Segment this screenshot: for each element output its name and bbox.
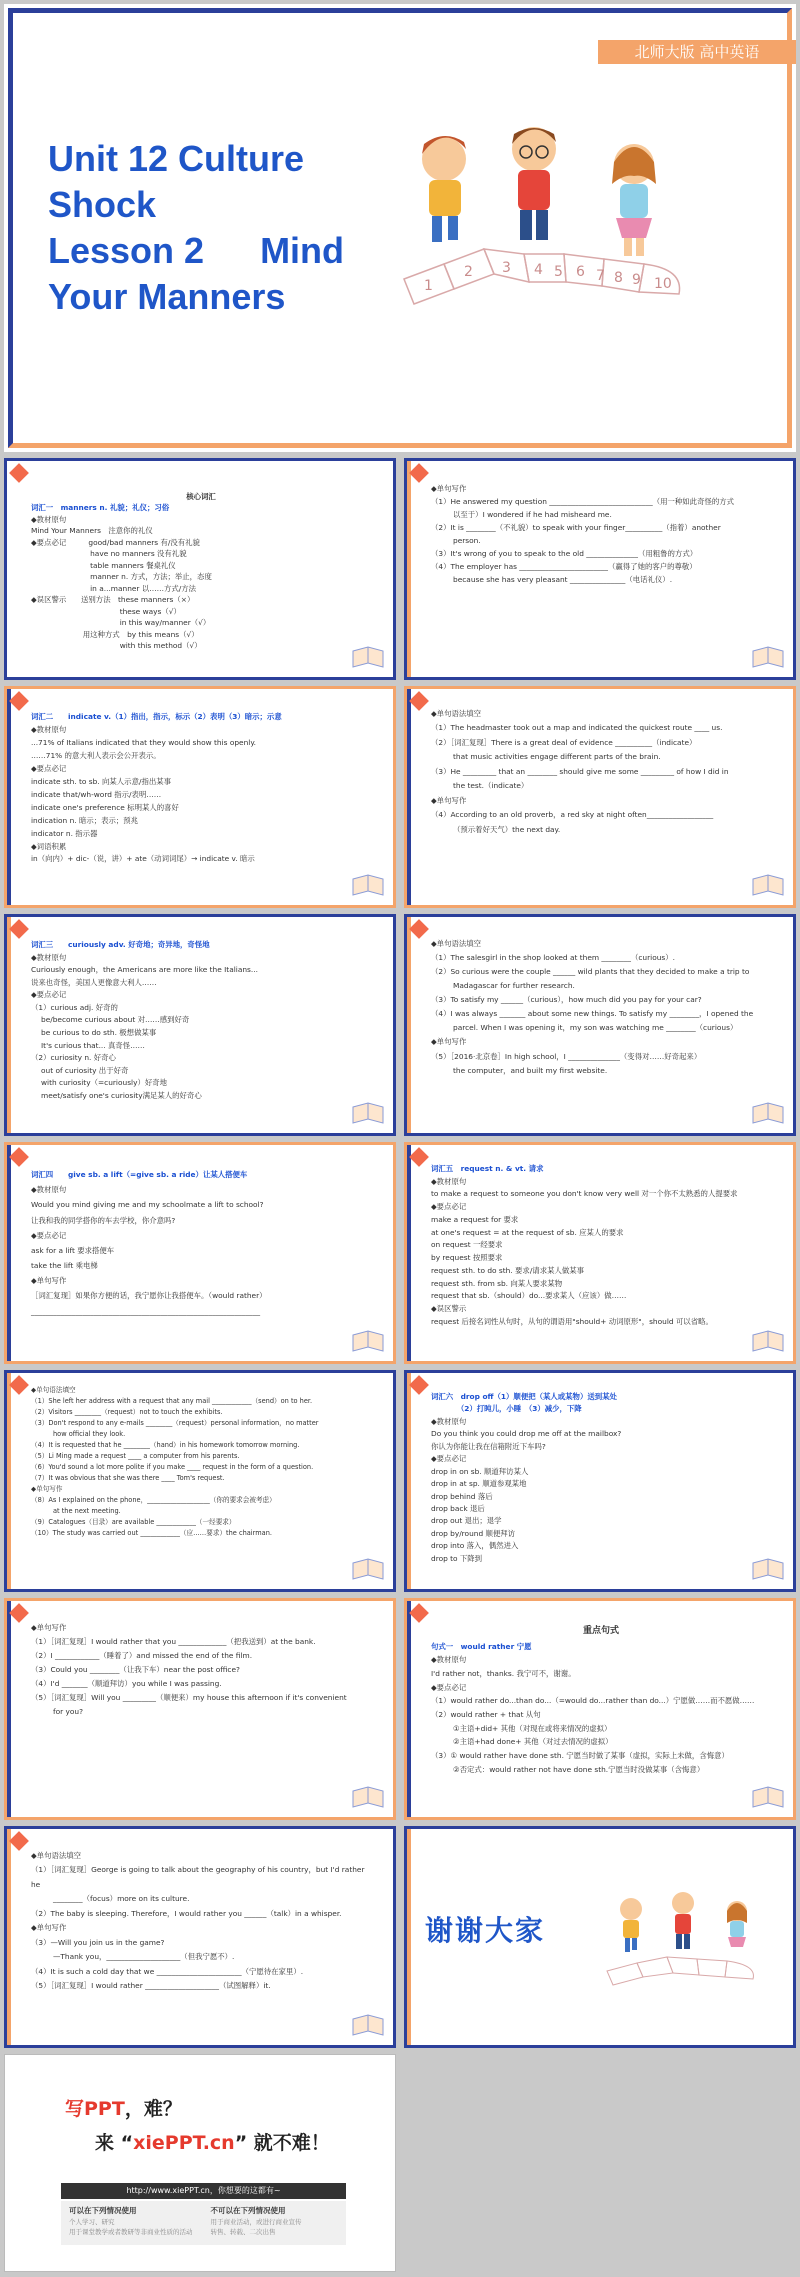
- hop-number: 4: [534, 262, 543, 278]
- text-line: ◆教材原句: [31, 724, 67, 734]
- text-line: （1）The headmaster took out a map and indicated the quickest route ____ us.: [431, 723, 723, 733]
- hop-number: 8: [614, 270, 623, 286]
- slide-corner-marker: [409, 463, 429, 483]
- text-line: to make a request to someone you don't know very well 对一个你不太熟悉的人提要求: [431, 1189, 738, 1199]
- text-line: （3）He _________ that an ________ should give me some _________ of how I did in: [431, 766, 729, 776]
- slide-vocab-curiously: [4, 914, 396, 1136]
- text-line: how official they look.: [53, 1430, 126, 1438]
- book-icon: [351, 1555, 385, 1581]
- book-icon: [751, 1555, 785, 1581]
- text-line: ◆要点必记: [431, 1202, 467, 1212]
- hop-number: 3: [502, 260, 511, 276]
- text-line: ◆单句写作: [31, 1276, 67, 1286]
- text-line: drop out 退出；退学: [431, 1516, 502, 1526]
- slide-corner-marker: [409, 691, 429, 711]
- text-line: I'd rather not，thanks. 我宁可不，谢谢。: [431, 1669, 576, 1679]
- text-line: request sth. from sb. 向某人要求某物: [431, 1278, 563, 1288]
- text-line: （2）curiosity n. 好奇心: [31, 1053, 116, 1063]
- usage-allowed-item: 用于课堂教学或者教研等非商业性质的活动: [69, 2227, 193, 2236]
- promo-slide: [4, 2054, 396, 2272]
- promo-text: ” 就不难！: [234, 2132, 330, 2154]
- slide-vocab-request: [404, 1142, 796, 1364]
- text-line: have no manners 没有礼貌: [31, 549, 187, 559]
- slide-request-exercise: [4, 1370, 396, 1592]
- text-line: request 后接名词性从句时，从句的谓语用"should+ 动词原形"，should 可以省略。: [431, 1316, 713, 1326]
- slide-vocab-lift: [4, 1142, 396, 1364]
- text-line: （2）It is ________（不礼貌）to speak with your finger__________（指着）another: [431, 522, 721, 532]
- text-line: request sth. to do sth. 要求/请求某人做某事: [431, 1265, 585, 1275]
- slide-vocab-indicate: [4, 686, 396, 908]
- hop-number: 9: [632, 272, 641, 288]
- usage-forbidden: [211, 2205, 302, 2241]
- text-line: indication n. 暗示；表示；预兆: [31, 815, 139, 825]
- text-line: these ways（√）: [31, 606, 181, 616]
- book-icon: [351, 1783, 385, 1809]
- text-line: （2）So curious were the couple ______ wild plants that they decided to make a trip to: [431, 967, 750, 977]
- book-icon: [351, 1099, 385, 1125]
- text-line: 说来也奇怪，美国人更像意大利人……: [31, 977, 157, 987]
- text-line: ◆要点必记: [431, 1454, 467, 1464]
- usage-forbidden-item: 转售、转载、二次出售: [210, 2227, 276, 2236]
- slide-corner-marker: [409, 919, 429, 939]
- promo-site: xiePPT.cn: [133, 2132, 235, 2154]
- hop-number: 2: [464, 264, 473, 280]
- slide-side-bar: [7, 917, 11, 1133]
- text-line: 词汇一 manners n. 礼貌；礼仪；习俗: [31, 503, 170, 513]
- text-line: （7）It was obvious that she was there ____ Tom's request.: [31, 1474, 225, 1482]
- text-line: Mind Your Manners 注意你的礼仪: [31, 526, 153, 536]
- promo-text: 来 “: [95, 2132, 134, 2154]
- text-line: indicate sth. to sb. 向某人示意/指出某事: [31, 776, 172, 786]
- hop-number: 6: [576, 264, 585, 280]
- slide-sentence-pattern: [404, 1598, 796, 1820]
- text-line: ◆要点必记: [31, 990, 67, 1000]
- text-line: meet/satisfy one's curiosity满足某人的好奇心: [41, 1090, 202, 1100]
- usage-allowed-item: 个人学习、研究: [69, 2217, 115, 2226]
- text-line: Curiously enough，the Americans are more like the Italians...: [31, 965, 258, 975]
- slide-side-bar: [7, 689, 11, 905]
- text-line: ◆误区警示 送别方法 these manners（×）: [31, 595, 195, 605]
- text-line: drop in on sb. 顺道拜访某人: [431, 1466, 529, 1476]
- text-line: ________（focus）more on its culture.: [53, 1894, 190, 1904]
- book-icon: [351, 2011, 385, 2037]
- text-line: （4）According to an old proverb，a red sky at night often__________________: [431, 810, 714, 820]
- text-line: Do you think you could drop me off at the mailbox?: [431, 1429, 622, 1439]
- text-line: ②否定式：would rather not have done sth.宁愿当时没做某事（含悔意）: [453, 1764, 705, 1774]
- text-line: （5）［2016·北京卷］In high school，I ______________（变得对……好奇起来）: [431, 1051, 702, 1061]
- text-line: be curious to do sth. 极想做某事: [41, 1028, 157, 1038]
- text-line: （10）The study was carried out ____________（应……要求）the chairman.: [31, 1529, 272, 1537]
- text-line: （1）The salesgirl in the shop looked at them ________（curious）.: [431, 953, 675, 963]
- text-line: person.: [453, 535, 481, 545]
- text-line: indicate that/wh-word 指示/表明……: [31, 789, 162, 799]
- slide-side-bar: [407, 1373, 411, 1589]
- text-line: with this method（√）: [31, 641, 202, 651]
- text-line: （1）He answered my question ____________________________（用一种如此奇怪的方式: [431, 496, 735, 506]
- lesson-title: [48, 136, 344, 320]
- slide-drop-off-exercise: [4, 1598, 396, 1820]
- text-line: 词汇六 drop off（1）顺便把（某人或某物）送到某处: [431, 1392, 617, 1401]
- kids-hopscotch-illustration: [384, 104, 704, 324]
- promo-text: ，难？: [124, 2098, 182, 2120]
- hop-number: 7: [596, 268, 605, 284]
- text-line: （1）［词汇复现］I would rather that you _____________（把我送到）at the bank.: [31, 1637, 316, 1647]
- text-line: （3）To satisfy my ______（curious），how much did you pay for your car?: [431, 995, 702, 1005]
- text-line: ◆单句写作: [431, 795, 467, 805]
- text-line: （4）I'd _______（顺道拜访）you while I was passing.: [31, 1679, 222, 1689]
- thanks-title: 谢谢大家: [425, 1914, 546, 1947]
- book-icon: [351, 1327, 385, 1353]
- book-icon: [751, 643, 785, 669]
- text-line: （3）Could you ________（让我下车）near the post office?: [31, 1665, 240, 1675]
- book-icon: [351, 643, 385, 669]
- text-line: ask for a lift 要求搭便车: [31, 1245, 115, 1255]
- text-line: by request 按照要求: [431, 1253, 503, 1263]
- text-line: —Thank you，____________________（但我宁愿不）.: [53, 1952, 235, 1962]
- text-line: on request 一经要求: [431, 1240, 503, 1250]
- text-line: （3）—Will you join us in the game?: [31, 1937, 165, 1947]
- text-line: Madagascar for further research.: [453, 981, 575, 991]
- book-icon: [751, 1327, 785, 1353]
- text-line: （9）Catalogues（目录）are available ____________（一经要求）: [31, 1518, 236, 1526]
- text-line: （1）［词汇复现］George is going to talk about the geography of his country，but I'd rather he: [31, 1865, 365, 1889]
- slide-would-rather-exercise: [4, 1826, 396, 2048]
- slide-side-bar: [407, 689, 411, 905]
- text-line: with curiosity（=curiously）好奇地: [41, 1078, 168, 1088]
- text-line: ◆教材原句: [431, 1176, 467, 1186]
- text-line: （3）Don't respond to any e-mails ________（request）personal information，no matter: [31, 1419, 319, 1427]
- text-line: （6）You'd sound a lot more polite if you make ____ request in the form of a question.: [31, 1463, 314, 1471]
- text-line: for you?: [53, 1707, 84, 1717]
- text-line: in this way/manner（√）: [31, 618, 211, 628]
- text-line: ◆教材原句: [431, 1416, 467, 1426]
- text-line: ◆单句写作: [31, 1923, 67, 1933]
- hop-number: 1: [424, 278, 433, 294]
- text-line: request that sb.（should）do...要求某人（应该）做……: [431, 1291, 627, 1301]
- textbook-badge: 北师大版 高中英语: [598, 40, 796, 64]
- text-line: Would you mind giving me and my schoolmate a lift to school?: [31, 1200, 264, 1210]
- text-line: in a...manner 以……方式/方法: [31, 583, 197, 593]
- text-line: ◆词语积累: [31, 841, 67, 851]
- text-line: （4）It is requested that he ________（hand）in his homework tomorrow morning.: [31, 1441, 300, 1449]
- slide-vocab-drop-off: [404, 1370, 796, 1592]
- title-line: Lesson 2 Mind: [48, 230, 345, 271]
- slide-thanks: [404, 1826, 796, 2048]
- slide-side-bar: [407, 1601, 411, 1817]
- hop-number: 10: [654, 276, 672, 292]
- text-line: be/become curious about 对……感到好奇: [41, 1015, 190, 1025]
- text-line: （4）The employer has ________________________（赢得了她的客户的尊敬）: [431, 561, 697, 571]
- usage-allowed-title: 可以在下列情况使用: [69, 2206, 137, 2215]
- title-line: Your Manners: [48, 276, 286, 317]
- usage-forbidden-title: 不可以在下列情况使用: [210, 2206, 286, 2215]
- usage-forbidden-item: 用于商业活动，或进行商业宣传: [210, 2217, 302, 2226]
- promo-usage-box: [61, 2201, 346, 2245]
- text-line: It's curious that... 真奇怪……: [41, 1040, 145, 1050]
- text-line: （5）Li Ming made a request ____ a computer from his parents.: [31, 1452, 240, 1460]
- text-line: 词汇四 give sb. a lift（=give sb. a ride）让某人搭便车: [31, 1170, 248, 1179]
- text-line: indicate one's preference 标明某人的喜好: [31, 802, 179, 812]
- cover-slide: [4, 4, 796, 452]
- slide-corner-marker: [9, 463, 29, 483]
- kids-hopscotch-small-illustration: [597, 1881, 777, 1991]
- text-line: ◆要点必记: [31, 1230, 67, 1240]
- text-line: （1）would rather do...than do...（=would do...rather than do...）宁愿做……而不愿做……: [431, 1696, 755, 1706]
- text-line: manner n. 方式，方法；举止，态度: [31, 572, 212, 582]
- text-line: in（向内）+ dic-（说，讲）+ ate（动词词尾）→ indicate v. 暗示: [31, 854, 255, 864]
- text-line: ◆单句写作: [31, 1485, 63, 1493]
- title-line: Shock: [48, 184, 157, 225]
- boy-center: [512, 127, 556, 240]
- text-line: ◆单句写作: [431, 1037, 467, 1047]
- promo-headline: [65, 2095, 182, 2124]
- text-line: ◆单句写作: [431, 484, 467, 493]
- text-line: ◆单句语法填空: [431, 939, 482, 948]
- text-line: （2）打盹儿，小睡 （3）减少，下降: [431, 1404, 582, 1414]
- text-line: ...71% of Italians indicated that they would show this openly.: [31, 737, 256, 747]
- promo-url-bar[interactable]: http://www.xiePPT.cn，你想要的这都有~: [61, 2183, 346, 2199]
- hop-number: 5: [554, 264, 563, 280]
- text-line: at one's request = at the request of sb. 应某人的要求: [431, 1227, 624, 1237]
- text-line: because she has very pleasant _______________（电话礼仪）.: [453, 574, 673, 584]
- slide-indicate-exercise: [404, 686, 796, 908]
- text-line: 词汇二 indicate v.（1）指出，指示，标示（2）表明（3）暗示；示意: [31, 712, 282, 721]
- text-line: table manners 餐桌礼仪: [31, 560, 176, 570]
- text-line: drop into 落入，偶然进入: [431, 1541, 519, 1551]
- text-line: （预示着好天气）the next day.: [453, 824, 561, 834]
- text-line: ◆教材原句: [31, 952, 67, 962]
- text-line: ②主语+had done+ 其他（对过去情况的虚拟）: [453, 1737, 613, 1747]
- text-line: out of curiosity 出于好奇: [41, 1065, 129, 1075]
- text-line: ◆要点必记: [31, 763, 67, 773]
- slide-corner-marker: [9, 919, 29, 939]
- text-line: ◆误区警示: [431, 1304, 467, 1314]
- slide-corner-marker: [9, 1603, 29, 1623]
- slide-manners-exercise: [404, 458, 796, 680]
- text-line: （5）［词汇复现］I would rather ____________________（试图解释）it.: [31, 1980, 271, 1990]
- slide-corner-marker: [9, 1147, 29, 1167]
- text-line: ◆要点必记: [431, 1682, 467, 1692]
- text-line: drop back 退后: [431, 1503, 485, 1513]
- text-line: （2）I ____________（睡着了）and missed the end of the film.: [31, 1651, 253, 1661]
- text-line: （4）It is such a cold day that we _______________________（宁愿待在家里）.: [31, 1966, 304, 1976]
- text-line: （5）［词汇复现］Will you _________（顺便来）my house this afternoon if it's convenient: [31, 1693, 347, 1703]
- text-line: take the lift 乘电梯: [31, 1261, 98, 1271]
- text-line: （1）curious adj. 好奇的: [31, 1002, 118, 1012]
- text-line: ◆单句写作: [31, 1623, 67, 1632]
- text-line: ◆教材原句: [431, 1655, 467, 1665]
- text-line: 词汇五 request n. & vt. 请求: [431, 1164, 544, 1173]
- text-line: drop in at sp. 顺道参观某地: [431, 1479, 527, 1489]
- text-line: 用这种方式 by this means（√）: [31, 629, 199, 639]
- slide-side-bar: [407, 461, 411, 677]
- text-line: ◆单句语法填空: [431, 709, 482, 718]
- book-icon: [751, 871, 785, 897]
- girl-right: [612, 144, 656, 256]
- text-line: 让我和我的同学搭你的车去学校，你介意吗?: [31, 1215, 176, 1225]
- text-line: indicator n. 指示器: [31, 828, 98, 838]
- slide-corner-marker: [409, 1147, 429, 1167]
- text-line: parcel. When I was opening it，my son was watching me ________（curious）: [453, 1023, 738, 1033]
- book-icon: [751, 1099, 785, 1125]
- text-line: make a request for 要求: [431, 1214, 519, 1224]
- text-line: that music activities engage different parts of the brain.: [453, 752, 661, 762]
- text-line: （4）I was always _______ about some new things. To satisfy my ________，I opened the: [431, 1009, 754, 1019]
- usage-allowed: [69, 2205, 193, 2241]
- slide-side-bar: [7, 1145, 11, 1361]
- boy-left: [422, 136, 466, 242]
- slide-side-bar: [7, 1373, 11, 1589]
- text-line: （1）She left her address with a request that any mail ____________（send）on to her.: [31, 1397, 313, 1405]
- text-line: ①主语+did+ 其他（对现在或将来情况的虚拟）: [453, 1723, 612, 1733]
- slide-heading: 核心词汇: [186, 492, 216, 501]
- promo-word-ppt: 写PPT: [65, 2098, 125, 2120]
- text-line: （8）As I explained on the phone，___________________（你的要求会被考虑）: [31, 1496, 276, 1504]
- text-line: （2）［词汇复现］There is a great deal of evidence __________（indicate）: [431, 737, 697, 747]
- slide-corner-marker: [409, 1603, 429, 1623]
- slide-side-bar: [407, 1145, 411, 1361]
- slide-side-bar: [407, 1829, 411, 2045]
- text-line: 句式一 would rather 宁愿: [431, 1641, 532, 1651]
- text-line: （2）would rather + that 从句: [431, 1710, 541, 1720]
- text-line: （3）It's wrong of you to speak to the old ______________（用粗鲁的方式）: [431, 548, 698, 558]
- text-line: ……71% 的意大利人表示会公开表示。: [31, 750, 161, 760]
- slide-corner-marker: [9, 1831, 29, 1851]
- text-line: 你认为你能让我在信箱附近下车吗?: [431, 1441, 546, 1451]
- slide-side-bar: [407, 917, 411, 1133]
- text-line: 以至于）I wondered if he had misheard me.: [453, 509, 612, 519]
- slide-curious-exercise: [404, 914, 796, 1136]
- text-line: at the next meeting.: [53, 1507, 121, 1515]
- text-line: drop to 下降到: [431, 1553, 483, 1563]
- text-line: （3）① would rather have done sth. 宁愿当时做了某事（虚拟，实际上未做，含悔意）: [431, 1751, 729, 1761]
- text-line: drop behind 落后: [431, 1491, 493, 1501]
- book-icon: [351, 871, 385, 897]
- title-line: Unit 12 Culture: [48, 138, 305, 179]
- text-line: ◆教材原句: [31, 514, 67, 524]
- slide-heading: 重点句式: [582, 1626, 619, 1636]
- text-line: the computer，and built my first website.: [453, 1065, 608, 1075]
- text-line: ______________________________________________________________: [31, 1306, 261, 1316]
- text-line: ◆单句语法填空: [31, 1851, 82, 1860]
- text-line: （2）The baby is sleeping. Therefore，I would rather you ______（talk）in a whisper.: [31, 1908, 342, 1918]
- text-line: ◆单句语法填空: [31, 1386, 76, 1394]
- slide-vocab-manners: [4, 458, 396, 680]
- text-line: （2）Visitors ________（request）not to touch the exhibits.: [31, 1408, 223, 1416]
- slide-side-bar: [7, 1601, 11, 1817]
- promo-subline: [95, 2129, 330, 2158]
- text-line: ◆要点必记 good/bad manners 有/没有礼貌: [31, 537, 200, 547]
- slide-corner-marker: [9, 1375, 29, 1395]
- slide-side-bar: [7, 1829, 11, 2045]
- text-line: ◆教材原句: [31, 1185, 67, 1195]
- slide-corner-marker: [9, 691, 29, 711]
- slide-corner-marker: [409, 1375, 429, 1395]
- text-line: ［词汇复现］如果你方便的话，我宁愿你让我搭便车。（would rather）: [31, 1291, 267, 1301]
- text-line: 词汇三 curiously adv. 好奇地；奇异地，奇怪地: [31, 940, 210, 949]
- book-icon: [751, 1783, 785, 1809]
- text-line: the test.（indicate）: [453, 781, 529, 791]
- text-line: drop by/round 顺便拜访: [431, 1528, 516, 1538]
